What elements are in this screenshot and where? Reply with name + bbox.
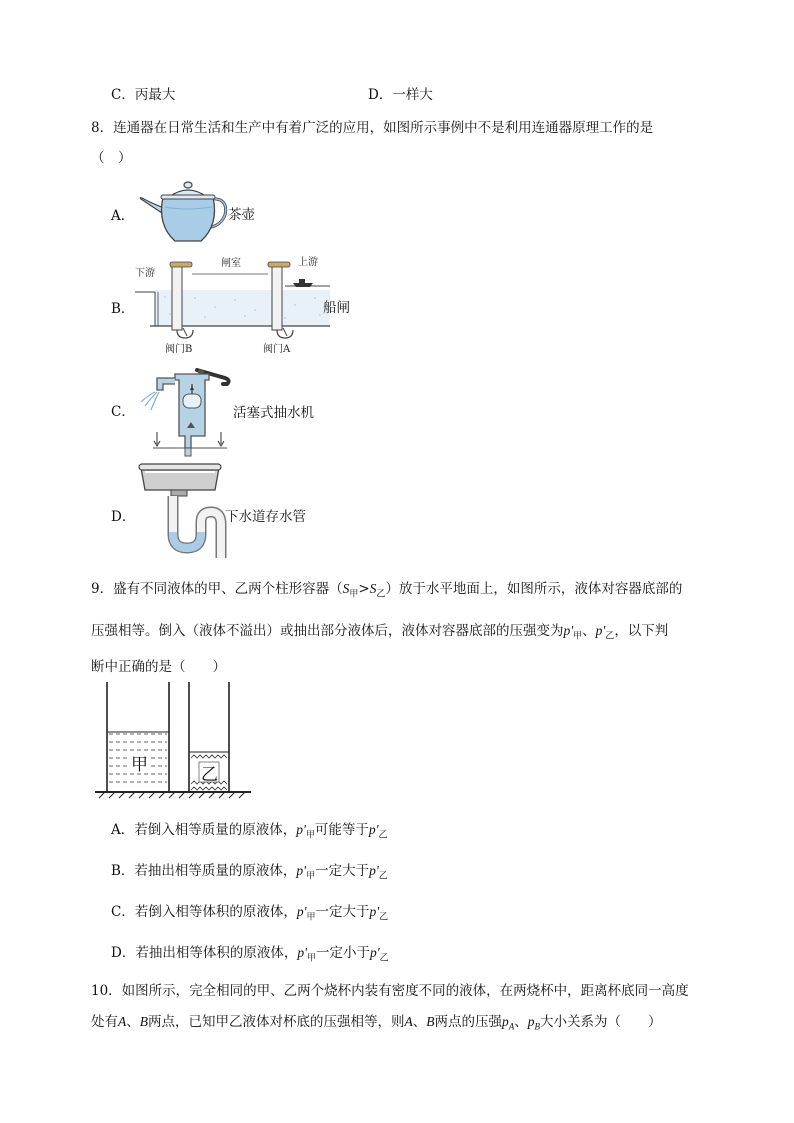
- q9-s-yi-sub: 乙: [376, 589, 386, 600]
- ship-lock-figure: [135, 252, 335, 358]
- q9-option-b-p2: p': [369, 863, 379, 878]
- q9-s-yi: S: [369, 581, 377, 596]
- q10-pa: p: [502, 1014, 509, 1029]
- q8-option-c-letter[interactable]: C．: [111, 404, 135, 420]
- q9-option-c-p1-sub: 甲: [306, 912, 316, 923]
- q9-s-jia-sub: 甲: [349, 589, 359, 600]
- q9-line3: 断中正确的是（ ）: [91, 659, 226, 675]
- q9-option-b[interactable]: [111, 859, 388, 882]
- q8-stem: 8．连通器在日常生活和生产中有着广泛的应用，如图所示事例中不是利用连通器原理工作的是: [91, 120, 654, 136]
- q8-option-a-label: 茶壶: [228, 207, 255, 223]
- q9-option-b-p1: p': [296, 863, 307, 878]
- q8-option-b-label: 船闸: [323, 300, 350, 316]
- q9-line1-post: ）放于水平地面上，如图所示，液体对容器底部的: [385, 581, 683, 597]
- q10-pb-sub: B: [534, 1021, 540, 1032]
- prev-option-c[interactable]: C．丙最大: [111, 87, 176, 103]
- q8-option-d-letter[interactable]: D．: [111, 509, 136, 525]
- q9-option-b-p1-sub: 甲: [306, 871, 316, 882]
- q9-option-d-p1: p': [297, 945, 307, 960]
- q9-line2-post: ，以下判: [614, 623, 669, 639]
- lock-label-chamber: 闸室: [221, 258, 241, 269]
- q10-line2-mid: 两点，已知甲乙液体对杯底的压强相等，则: [148, 1014, 405, 1030]
- container-yi-label: 乙: [201, 765, 218, 785]
- q9-option-d-p2-sub: 乙: [379, 953, 389, 964]
- q9-option-b-p2-sub: 乙: [378, 871, 388, 882]
- q10-point-a-2: A: [404, 1014, 413, 1029]
- q8-option-b-letter[interactable]: B．: [111, 301, 135, 317]
- q9-option-d-rel: 一定小于: [315, 945, 370, 961]
- q9-option-b-letter: B．: [111, 863, 135, 879]
- lock-label-downstream: 下游: [135, 268, 155, 279]
- q10-sep1: 、: [126, 1014, 140, 1030]
- q9-option-c-p1: p': [296, 904, 307, 919]
- sink-trap-figure: [135, 462, 235, 558]
- q9-option-d-text: 若抽出相等体积的原液体，: [135, 945, 298, 961]
- q10-point-b: B: [139, 1014, 148, 1029]
- q9-option-c[interactable]: [111, 900, 388, 923]
- q9-option-c-p2-sub: 乙: [379, 912, 389, 923]
- q9-option-a-text: 若倒入相等质量的原液体，: [134, 822, 297, 838]
- q10-pb: p: [527, 1014, 535, 1029]
- q9-option-c-rel: 一定大于: [315, 904, 370, 920]
- q9-option-d-p2: p': [369, 945, 380, 960]
- q9-option-d[interactable]: [111, 941, 389, 964]
- q8-option-a-letter[interactable]: A．: [111, 208, 135, 224]
- q9-gt: >: [358, 581, 370, 597]
- q8-option-c-label: 活塞式抽水机: [233, 405, 314, 421]
- piston-pump-figure: [135, 362, 235, 458]
- q9-option-a-p1-sub: 甲: [305, 830, 315, 841]
- q9-line2-pre: 压强相等。倒入（液体不溢出）或抽出部分液体后，液体对容器底部的压强变为: [91, 623, 564, 639]
- q10-line1: 10．如图所示，完全相同的甲、乙两个烧杯内装有密度不同的液体，在两烧杯中，距离杯底同一高度: [91, 983, 689, 999]
- q9-option-a-p2: p': [368, 822, 379, 837]
- q10-sep2: 、: [412, 1014, 427, 1030]
- q9-p-yi: p': [595, 623, 606, 638]
- q9-option-a-p2-sub: 乙: [378, 830, 388, 841]
- containers-figure: [95, 680, 255, 800]
- lock-label-valve-a: 阀门A: [263, 344, 291, 355]
- q10-line2: [91, 1010, 662, 1032]
- q9-option-a-rel: 可能等于: [314, 822, 369, 838]
- q9-line2: [91, 619, 668, 642]
- lock-label-upstream: 上游: [298, 257, 318, 268]
- q9-p-yi-sub: 乙: [605, 631, 615, 642]
- q9-option-a-p1: p': [296, 822, 306, 837]
- q10-line2-mid2: 两点的压强: [434, 1014, 502, 1030]
- q9-s-jia: S: [342, 581, 350, 596]
- q10-line2-pre: 处有: [91, 1014, 118, 1030]
- q9-line1: [91, 577, 682, 600]
- q9-option-a[interactable]: [111, 818, 388, 841]
- q10-line2-post: 大小关系为（ ）: [540, 1014, 662, 1030]
- q9-option-d-letter: D．: [111, 945, 136, 961]
- q9-option-d-p1-sub: 甲: [306, 953, 316, 964]
- lock-label-valve-b: 阀门B: [165, 344, 193, 355]
- q9-p-jia-sub: 甲: [573, 631, 583, 642]
- q8-option-d-label: 下水道存水管: [225, 509, 306, 525]
- prev-option-d[interactable]: D．一样大: [368, 87, 433, 103]
- q9-sep: 、: [582, 623, 596, 639]
- q9-option-c-text: 若倒入相等体积的原液体，: [134, 904, 297, 920]
- q9-p-jia: p': [563, 623, 574, 638]
- q8-answer-paren: （ ）: [91, 150, 132, 166]
- q10-pa-sub: A: [508, 1021, 515, 1032]
- q9-option-c-p2: p': [369, 904, 380, 919]
- q9-option-a-letter: A．: [111, 822, 135, 838]
- q10-point-b-2: B: [426, 1014, 435, 1029]
- q9-line1-pre: 9．盛有不同液体的甲、乙两个柱形容器（: [91, 581, 343, 597]
- q10-sep3: 、: [514, 1014, 528, 1030]
- q9-option-b-text: 若抽出相等质量的原液体，: [134, 863, 297, 879]
- q10-point-a: A: [118, 1014, 127, 1029]
- q9-option-c-letter: C．: [111, 904, 135, 920]
- teapot-figure: [135, 175, 235, 245]
- q9-option-b-rel: 一定大于: [315, 863, 370, 879]
- container-jia-label: 甲: [131, 755, 148, 775]
